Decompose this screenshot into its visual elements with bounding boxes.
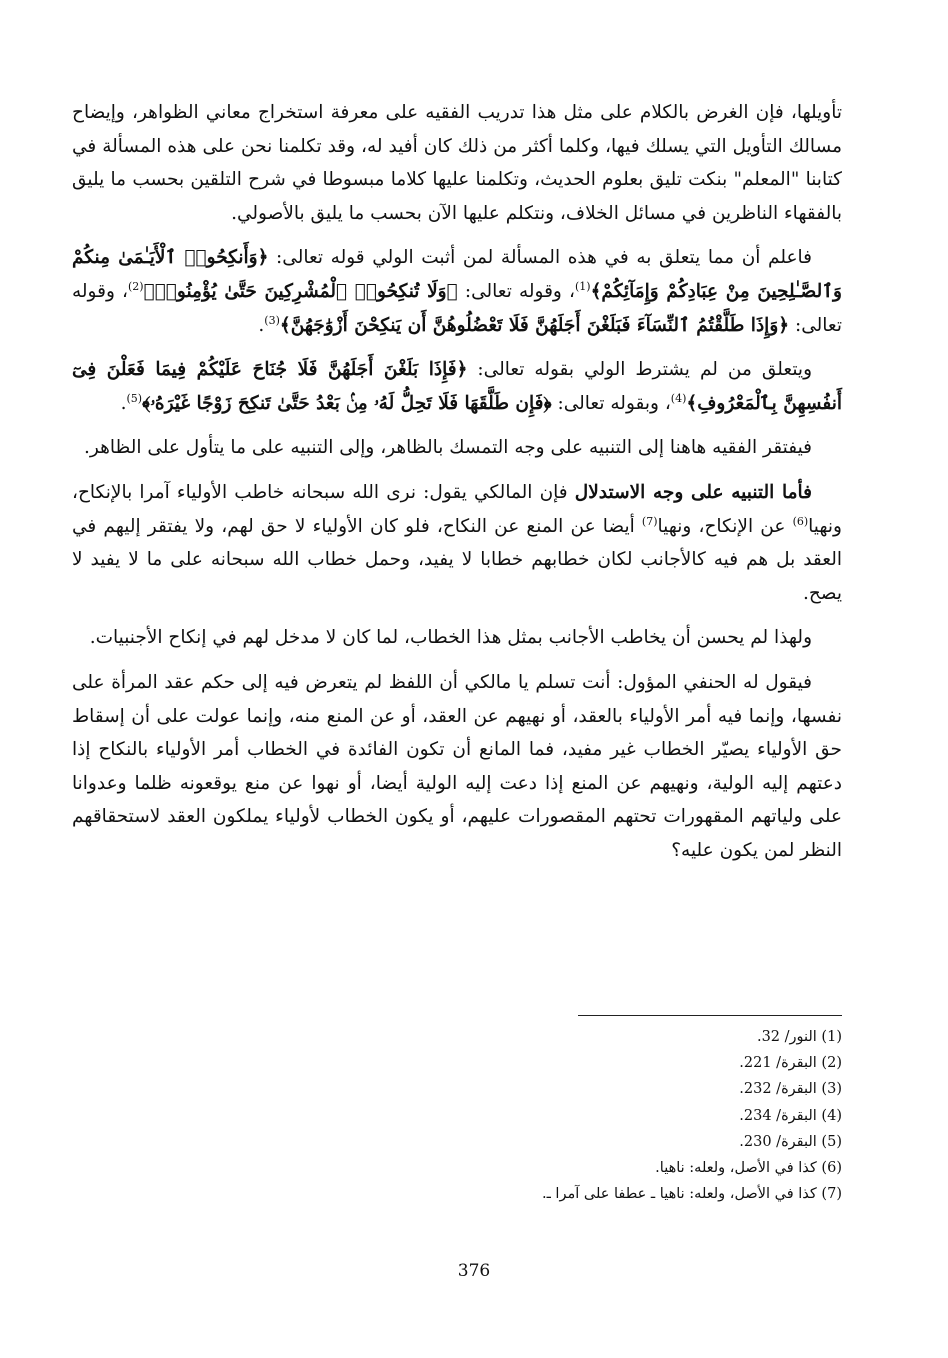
footnote-divider — [578, 1015, 842, 1016]
body-text: فيفتقر الفقيه هاهنا إلى التنبيه على وجه التمسك بالظاهر، وإلى التنبيه على ما يتأول على الظاهر. — [84, 437, 812, 459]
body-text: ، وبقوله تعالى: — [551, 392, 671, 414]
quran-quote: ﴿وَأَنكِحُوا۟ ٱلْأَيَـٰمَىٰ مِنكُمْ وَٱلصَّـٰلِحِينَ مِنْ عِبَادِكُمْ وَإِمَآئِكُمْ﴾ — [72, 247, 842, 302]
quran-quote: ﴿وَلَا تُنكِحُوا۟ ٱلْمُشْرِكِينَ حَتَّىٰ يُؤْمِنُوا۟﴾ — [143, 280, 458, 302]
footnote-2: (2) البقرة/ 221. — [739, 1055, 842, 1072]
paragraph-3 — [72, 353, 842, 420]
footnote-6: (6) كذا في الأصل، ولعله: ناهيا. — [655, 1160, 842, 1177]
body-text: ويتعلق من لم يشترط الولي بقوله تعالى: — [467, 359, 812, 381]
paragraph-4 — [72, 431, 842, 465]
body-text: ، وقوله تعالى: — [457, 280, 575, 302]
footnote-5: (5) البقرة/ 230. — [739, 1133, 842, 1150]
body-text: ، وقوله تعالى: — [72, 280, 842, 336]
body-text: . — [258, 314, 265, 336]
body-text: فيقول له الحنفي المؤول: أنت تسلم يا مالكي أن اللفظ لم يتعرض فيه إلى حكم عقد المرأة على نفسها، وإنما فيه أمر الأولياء بالعقد، أو نهيهم عن العقد، أو عن المنع منه، وإنما عولت على أن إسقاط حق الأولياء يصيّر الخطاب غير مفيد، فما المانع أن تكون الفائدة في الخطاب أمر الأولياء بالنكاح إذا دعتهم إليه الولية، ونهيهم عن المنع إذا دعت إليه الولية أيضا، أو نهوا عن منع يوقعونه ظلما وعدوانا على ولياتهم المقهورات تحتهم المقصورات عليهم، أو يكون الخطاب لأولياء يملكون العقد لاستحقاقهم النظر لمن يكون عليه؟ — [72, 671, 842, 861]
footnote-ref: (3) — [264, 313, 280, 327]
body-text: عن الإنكاح، ونهيا — [657, 515, 793, 537]
footnote-ref: (7) — [641, 514, 658, 528]
paragraph-1 — [72, 96, 842, 230]
body-text: . — [120, 392, 127, 414]
bold-heading-text: فأما التنبيه على وجه الاستدلال — [574, 481, 812, 503]
paragraph-6 — [72, 621, 842, 655]
footnote-ref: (6) — [792, 514, 809, 528]
footnotes — [242, 1024, 842, 1207]
quran-quote: ﴿وَإِذَا طَلَّقْتُمُ ٱلنِّسَآءَ فَبَلَغْنَ أَجَلَهُنَّ فَلَا تَعْضُلُوهُنَّ أَن يَنكِحْنَ أَزْوَٰجَهُنَّ﴾ — [279, 314, 790, 336]
body-text: فاعلم أن مما يتعلق به في هذه المسألة لمن أثبت الولي قوله تعالى: — [268, 247, 812, 269]
page-body — [72, 96, 842, 878]
body-text: أيضا عن المنع عن النكاح، فلو كان الأولياء لا حق لهم، ولا يفتقر إليهم في العقد بل هم فيه كالأجانب لكان خطابهم خطابا لا يفيد، وحمل خطاب الله سبحانه على ما لا يفيد لا يصح. — [72, 515, 842, 604]
footnote-3: (3) البقرة/ 232. — [739, 1081, 842, 1098]
quran-quote: ﴿فَإِن طَلَّقَهَا فَلَا تَحِلُّ لَهُۥ مِنۢ بَعْدُ حَتَّىٰ تَنكِحَ زَوْجًا غَيْرَهُۥ﴾ — [142, 392, 552, 414]
footnote-ref: (5) — [126, 391, 143, 405]
footnote-ref: (2) — [128, 279, 144, 293]
body-text: فإن المالكي يقول: نرى الله سبحانه خاطب الأولياء آمرا بالإنكاح، ونهيا — [72, 481, 842, 537]
footnote-ref: (1) — [574, 279, 591, 293]
body-text: تأويلها، فإن الغرض بالكلام على مثل هذا تدريب الفقيه على معرفة استخراج معاني الظواهر، وإيضاح مسالك التأويل التي يسلك فيها، وكلما أكثر من ذلك كان أفيد له، وقد تكلمنا نحن على هذه المسألة في كتابنا "المعلم" بنكت تليق بعلوم الحديث، وتكلمنا عليها كلاما مبسوطا في شرح التلقين بحسب ما يليق بالفقهاء الناظرين في مسائل الخلاف، ونتكلم عليها الآن بحسب ما يليق بالأصولي. — [72, 102, 842, 224]
page-number: 376 — [457, 1261, 491, 1281]
footnote-7: (7) كذا في الأصل، ولعله: ناهيا ـ عطفا على آمرا ـ. — [541, 1186, 842, 1203]
body-text: ولهذا لم يحسن أن يخاطب الأجانب بمثل هذا الخطاب، لما كان لا مدخل لهم في إنكاح الأجنبيات. — [89, 627, 812, 649]
paragraph-5 — [72, 476, 842, 610]
paragraph-7 — [72, 666, 842, 868]
footnote-ref: (4) — [670, 391, 687, 405]
paragraph-2 — [72, 241, 842, 342]
footnote-4: (4) البقرة/ 234. — [739, 1107, 842, 1124]
footnote-1: (1) النور/ 32. — [756, 1029, 842, 1045]
quran-quote: ﴿فَإِذَا بَلَغْنَ أَجَلَهُنَّ فَلَا جُنَاحَ عَلَيْكُمْ فِيمَا فَعَلْنَ فِىٓ أَنفُسِهِنَّ بِٱلْمَعْرُوفِ﴾ — [72, 359, 842, 414]
